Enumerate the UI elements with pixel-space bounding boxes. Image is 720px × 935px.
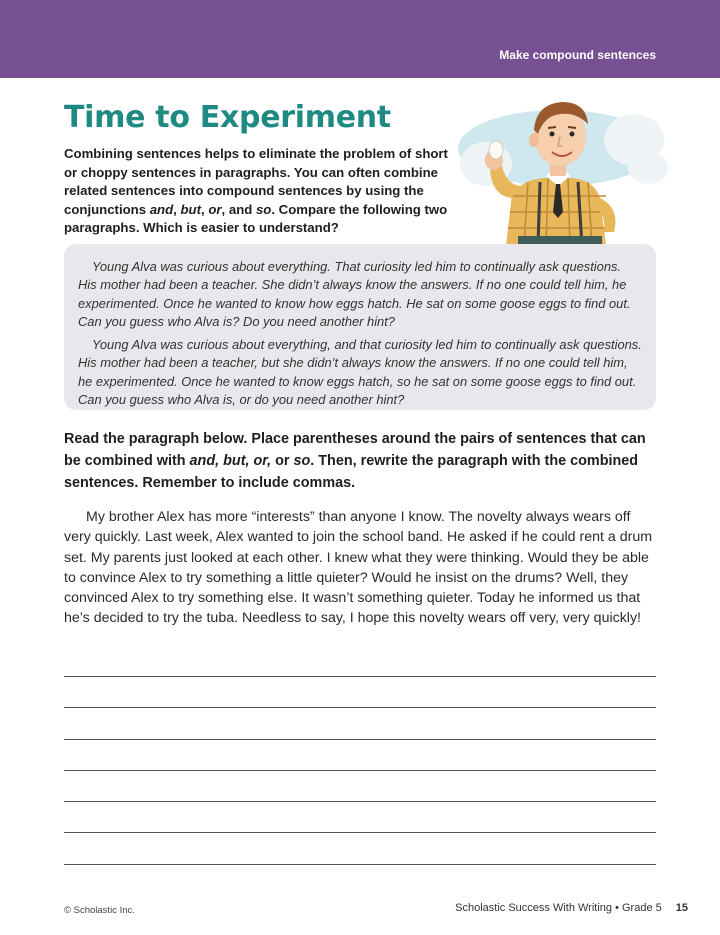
section-label: Make compound sentences: [499, 48, 656, 62]
intro-text-1: Combining sentences helps to eliminate the problem of short or choppy sentences in paragraphs. You can often combine related sentences into compound sentences by using the conjunctions: [64, 146, 448, 217]
conjunction-so: so: [255, 201, 272, 217]
header-bar: [0, 0, 720, 78]
conjunction-and: and: [149, 201, 174, 217]
exercise-paragraph: My brother Alex has more “interests” than anyone I know. The novelty always wears off very quickly. Last week, Alex wanted to join the school band. He asked if he could rent a drum set. My parents just looked at each other. I knew what they were thinking. Would they be able to convince Alex to try something a little quieter? Would he insist on the drums? Well, they convinced Alex to try something else. It wasn’t something quieter. Today he informed us that he’s decided to try the tuba. Needless to say, I hope this novelty wears off very, very quickly!: [64, 509, 653, 627]
writing-line[interactable]: [64, 707, 656, 708]
instructions-conjunction-so: so: [293, 453, 311, 469]
conjunction-or: or: [208, 201, 222, 217]
footer-book-info: [455, 902, 688, 914]
exercise-instructions: [64, 428, 656, 494]
page-number: 15: [675, 902, 688, 914]
writing-lines: [64, 676, 656, 895]
intro-paragraph: [64, 145, 454, 238]
instructions-text-3: . Then, rewrite the paragraph with the combined sentences. Remember to include commas.: [64, 453, 639, 491]
intro-separator: ,: [173, 201, 181, 217]
writing-line[interactable]: [64, 832, 656, 833]
writing-line[interactable]: [64, 770, 656, 771]
writing-line[interactable]: [64, 864, 656, 865]
boy-holding-egg-illustration: [448, 86, 668, 246]
instructions-text-2: or: [271, 453, 294, 469]
example-paragraph-combined: Young Alva was curious about everything, and that curiosity led him to continually ask questions. His mother had been a teacher, but she didn’t always know the answers. If no one could tell him, he experimented. Once he wanted to know eggs hatch, so he sat on some goose eggs to find out. Can you guess who Alva is, or do you need another hint?: [78, 337, 642, 408]
example-paragraph-choppy: Young Alva was curious about everything. That curiosity led him to continually ask questions. His mother had been a teacher. She didn’t always know the answers. If no one could tell him, he experimented. Once he wanted to know how eggs hatch. He sat on some goose eggs to find out. Can you guess who Alva is? Do you need another hint?: [78, 259, 631, 329]
book-title: Scholastic Success With Writing • Grade 5: [455, 902, 662, 914]
intro-separator: , and: [221, 201, 256, 217]
writing-line[interactable]: [64, 676, 656, 677]
copyright: © Scholastic Inc.: [64, 905, 135, 916]
writing-line[interactable]: [64, 739, 656, 740]
instructions-text-1: Read the paragraph below. Place parentheses around the pairs of sentences that can be combined with: [64, 431, 646, 469]
instructions-conjunctions: and, but, or,: [189, 453, 272, 469]
writing-line[interactable]: [64, 801, 656, 802]
example-paragraphs-box: [64, 244, 656, 410]
page-title: Time to Experiment: [64, 100, 391, 135]
intro-text-2: . Compare the following two paragraphs. Which is easier to understand?: [64, 201, 448, 235]
conjunction-but: but: [180, 201, 202, 217]
intro-separator: ,: [201, 201, 209, 217]
